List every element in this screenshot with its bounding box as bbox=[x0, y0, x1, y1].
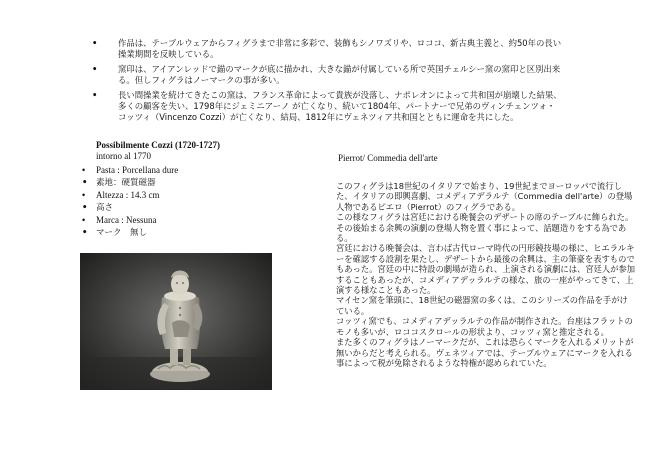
description-paragraph: このフィグラは18世紀のイタリアで始まり、19世紀までヨーロッパで流行した、イタリアの即興喜劇、コメディアデラルテ（Commedia dell'arte）の登場人物であるピエロ（Pierrot）のフィグラである。 bbox=[336, 181, 633, 212]
spec-paste-jp: • 素地：硬質磁器 bbox=[82, 177, 156, 188]
spec-height-jp: • 高さ bbox=[82, 202, 114, 213]
description-paragraph: また多くのフィグラはノーマークだが、これは恐らくマークを入れるメリットが無いからだと考えられる。ヴェネツィアでは、テーブルウェアにマークを入れる事によって税が免除されるような特権が認められていた。 bbox=[336, 337, 634, 368]
bullet-marker: • bbox=[92, 63, 98, 74]
figurine-photo bbox=[80, 253, 272, 390]
description-paragraph: この様なフィグラは宮廷における晩餐会のデザートの席のテーブルに飾られた。 bbox=[336, 212, 634, 223]
history-bullet-3: • 長い間操業を続けてきたこの窯は、フランス革命によって貴族が没落し、ナポレオンによって共和国が崩壊した結果、多くの顧客を失い、1798年にジェミニアーノ が亡くなり、続いて1804年、パートナーで兄弟のヴィンチェンツォ・コッツィ（Vincenzo Cozzi）が亡くなり、結局、1812年にヴェネツィア共和国とともに運命を共にした。 bbox=[92, 89, 562, 123]
specification-block bbox=[82, 140, 288, 239]
bullet-marker: • bbox=[92, 38, 98, 48]
spec-mark: • Marca : Nessuna bbox=[82, 215, 157, 225]
spec-paste: • Pasta : Porcellana dure bbox=[82, 165, 179, 175]
history-bullet-1: • 作品は、テーブルウェアからフィグラまで非常に多彩で、装飾もシノワズリや、ロココ、新古典主義と、約50年の長い操業期間を反映している。 bbox=[92, 38, 562, 60]
history-bullet-list bbox=[92, 38, 562, 127]
description-paragraph: その後始まる余興の演劇の登場人物を置く事によって、話題造りをする為である。 bbox=[336, 222, 627, 244]
date-subtitle: intorno al 1770 bbox=[96, 151, 151, 161]
description-paragraph: マイセン窯を筆頭に、18世紀の磁器窯の多くは、このシリーズの作品を手がけている。 bbox=[336, 295, 628, 316]
history-bullet-2: • 窯印は、アイアンレッドで錨のマークが底に描かれ、大きな錨が付属している所で英国チェルシー窯の窯印と区別出来る。但しフィグラはノーマークの事が多い。 bbox=[92, 63, 561, 86]
description-paragraph: コッツィ窯でも、コメディアデッラルテの作品が制作された。台座はフラットのモノも多いが、ロココスクロールの形状より、コッツィ窯と推定される。 bbox=[336, 316, 633, 337]
spec-mark-jp: • マーク 無し bbox=[82, 227, 148, 238]
pierrot-figurine-image bbox=[80, 253, 272, 390]
attribution-title: Possibilmente Cozzi (1720-1727) bbox=[96, 140, 220, 150]
spec-height: • Altezza : 14.3 cm bbox=[82, 190, 160, 200]
work-title: Pierrot/ Commedia dell'arte bbox=[338, 153, 438, 163]
description-paragraph: 宮廷における晩餐会は、言わば古代ローマ時代の円形競技場の様に、ヒエラルキーを確認する設割を果たし、デザートから最後の余興は、主の筆豪を表すものでもあった。宮廷の中に特設の劇場が造られ、上演される演劇には、宮廷人が参加することもあったが、コメディアデッラルテの様な、旅の一座がやってきて、上演する様なこともあった。 bbox=[336, 243, 636, 296]
bullet-marker: • bbox=[92, 89, 98, 100]
spec-list bbox=[82, 164, 288, 239]
description-text bbox=[336, 181, 636, 368]
